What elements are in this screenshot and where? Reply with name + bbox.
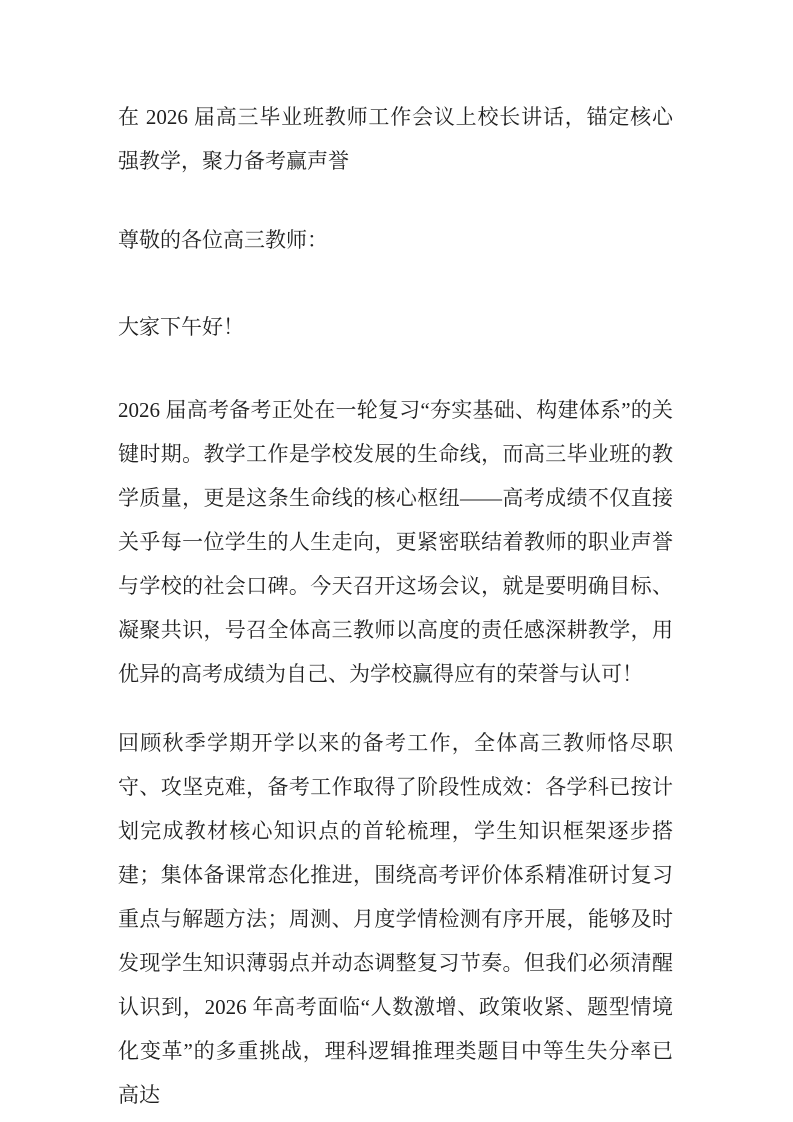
greeting-line: 大家下午好！ [118,315,244,339]
salutation-line: 尊敬的各位高三教师： [118,228,328,252]
body-paragraph-2: 回顾秋季学期开学以来的备考工作，全体高三教师恪尽职守、攻坚克难，备考工作取得了阶段性成效：各学科已按计划完成教材核心知识点的首轮梳理，学生知识框架逐步搭建；集体备课常态化推进，围绕高考评价体系精准研讨复习重点与解题方法；周测、月度学情检测有序开展，能够及时发现学生知识薄弱点并动态调整复习节奏。但我们必须清醒认识到，2026 年高考面临“人数激增、政策收紧、题型情境化变革”的多重挑战，理科逻辑推理类题目中等生失分率已高达 [118,731,673,1107]
body-paragraph-1: 2026 届高考备考正处在一轮复习“夯实基础、构建体系”的关键时期。教学工作是学校发展的生命线，而高三毕业班的教学质量，更是这条生命线的核心枢纽——高考成绩不仅直接关乎每一位学生的人生走向，更紧密联结着教师的职业声誉与学校的社会口碑。今天召开这场会议，就是要明确目标、凝聚共识，号召全体高三教师以高度的责任感深耕教学，用优异的高考成绩为自己、为学校赢得应有的荣誉与认可！ [118,398,673,686]
document-title: 在 2026 届高三毕业班教师工作会议上校长讲话，锚定核心强教学，聚力备考赢声誉 [118,105,673,173]
